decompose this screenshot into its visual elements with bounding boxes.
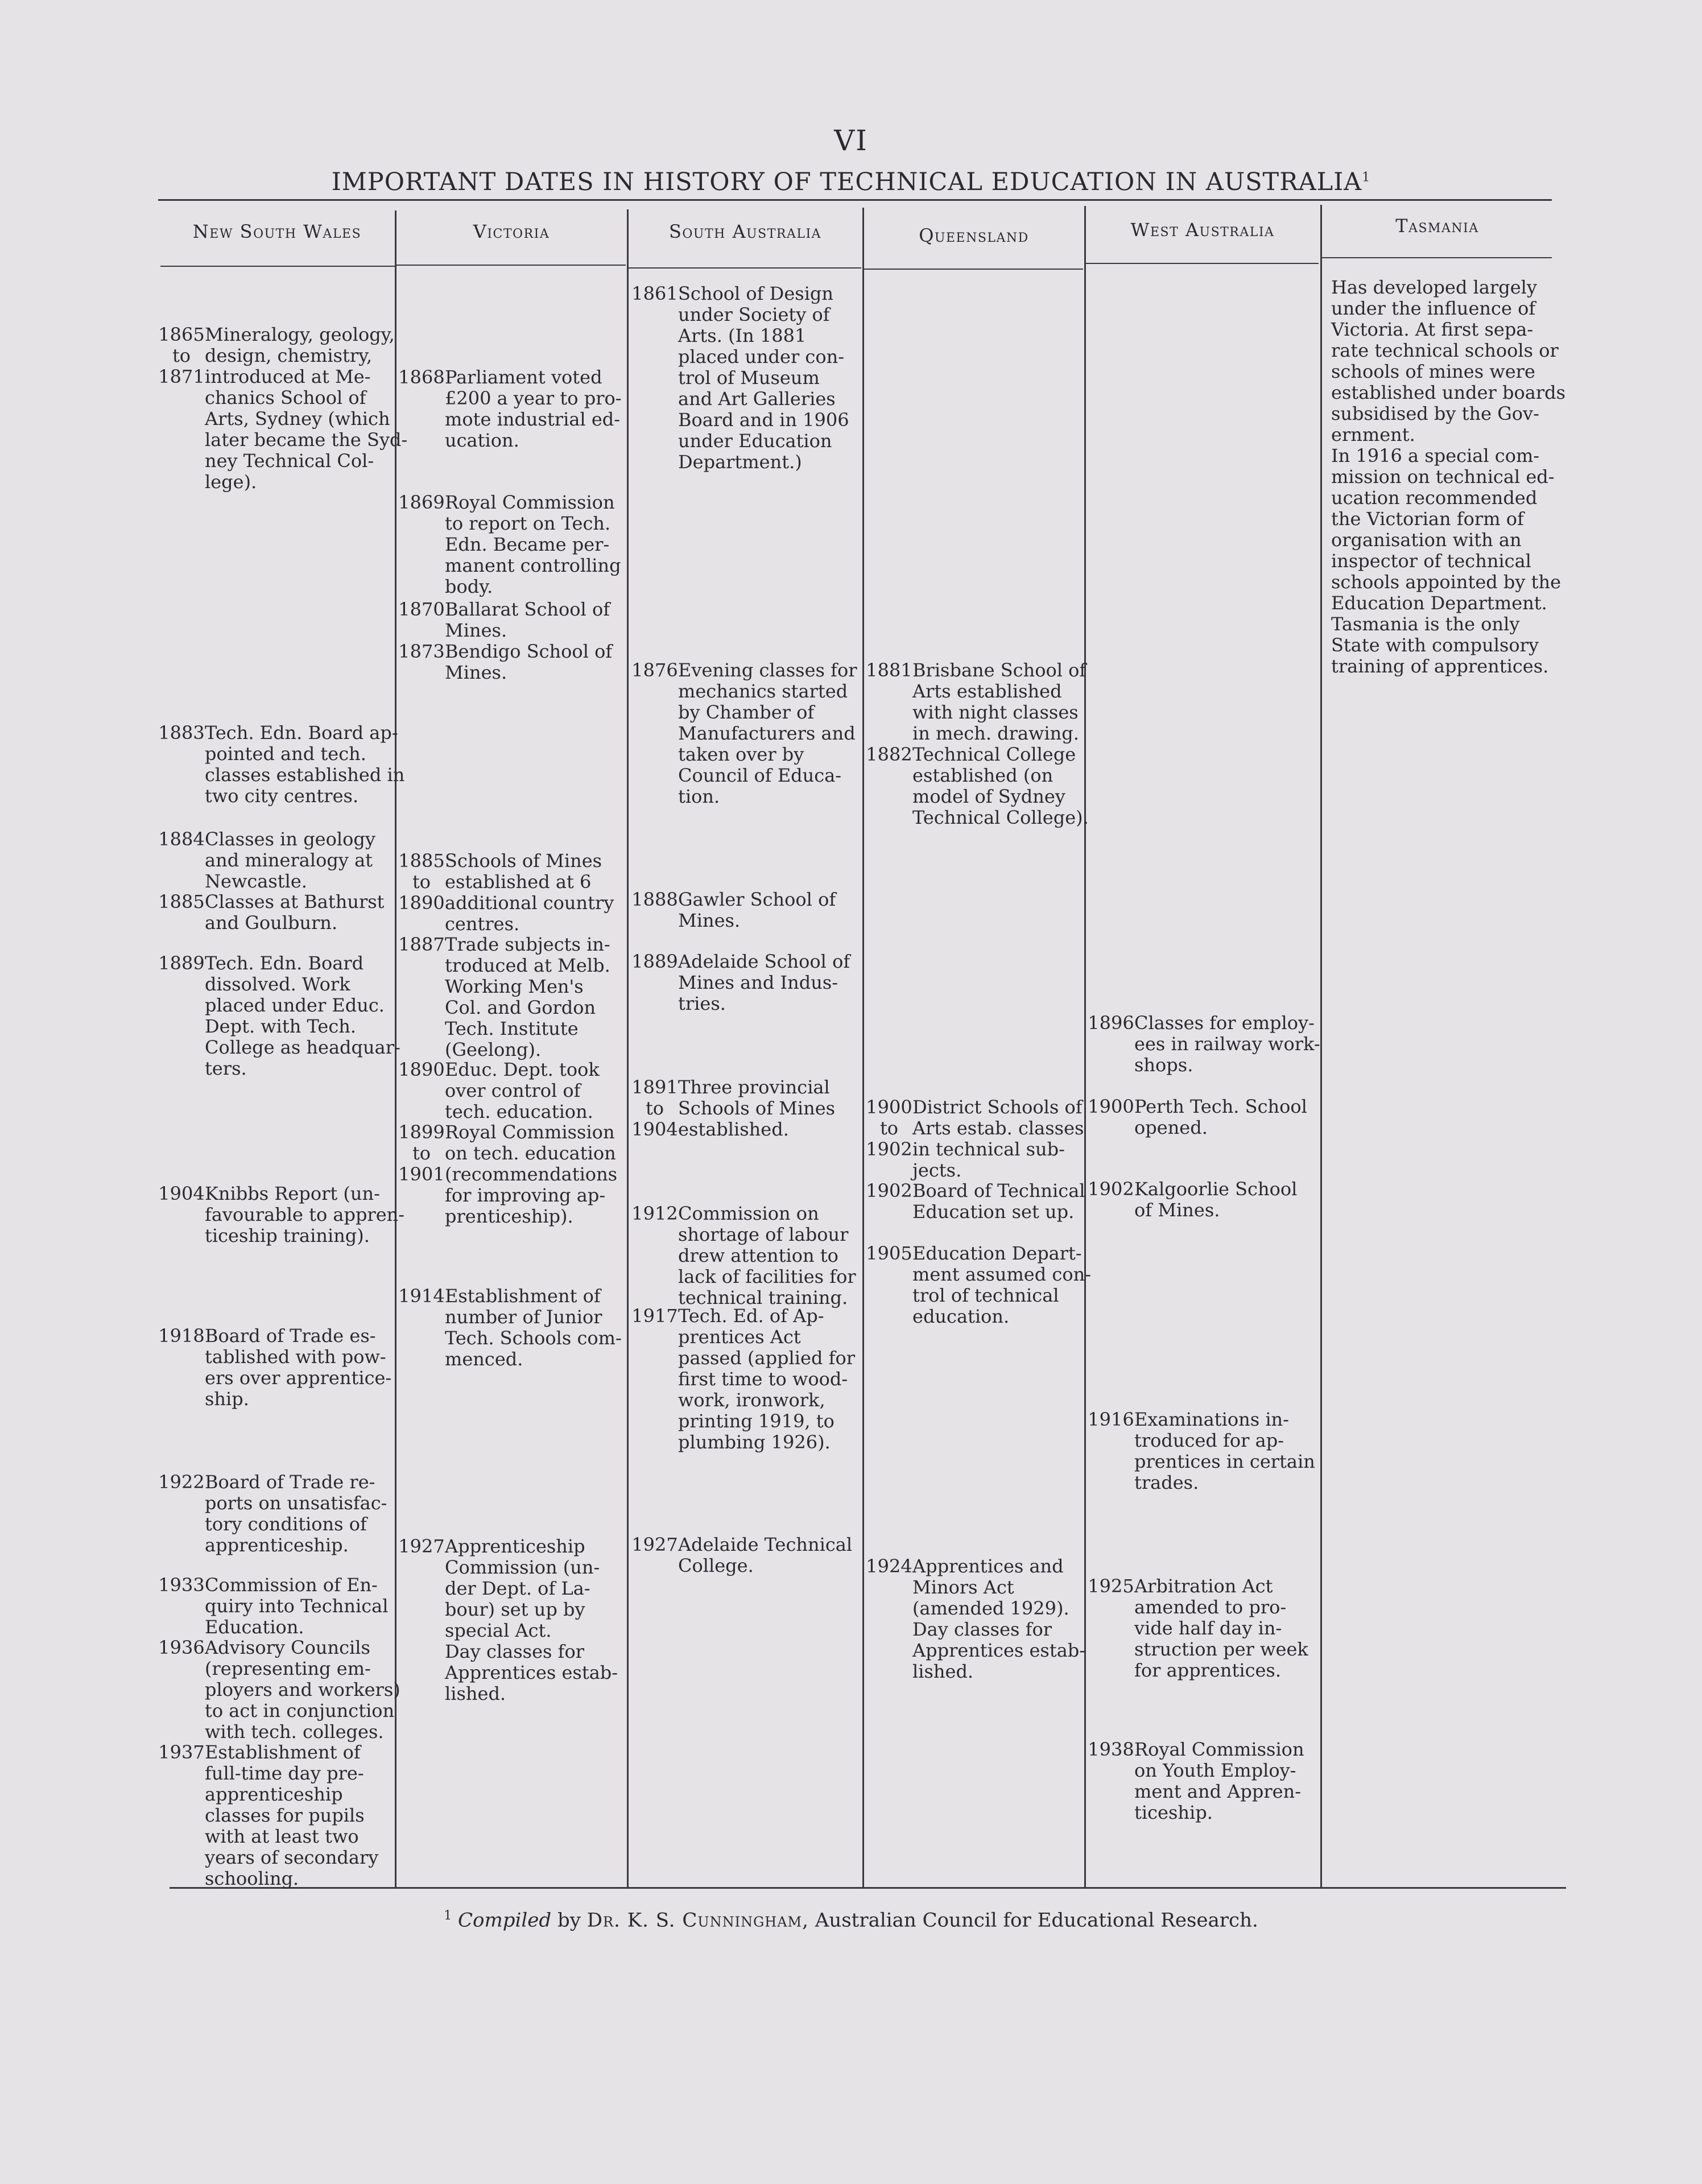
entry-year: 1914 xyxy=(398,1285,445,1307)
entry-year: 1922 xyxy=(158,1471,205,1493)
entry-text: School of Design under Society of Arts. (In 1881 placed under con- trol of Museum and Art Galleries Board and in 1906 under Education Department.) xyxy=(678,283,849,473)
column-divider-3 xyxy=(862,208,864,1889)
entry-text: Kalgoorlie School of Mines. xyxy=(1134,1178,1298,1221)
entry-text: Mineralogy, geology, design, chemistry, introduced at Me- chanics School of Arts, Sydney (which later became the Syd- ney Technical Col- lege). xyxy=(205,324,408,493)
sa-entry xyxy=(631,1534,852,1576)
entry-text: Apprentices and Minors Act (amended 1929). Day classes for Apprentices estab- lished. xyxy=(912,1555,1086,1682)
footnote-author: Dr. K. S. Cunningham, xyxy=(586,1909,809,1932)
entry-year: 1885 xyxy=(158,891,205,913)
entry-text: Parliament voted £200 a year to pro- mote industrial ed- ucation. xyxy=(445,366,622,451)
entry-text: Technical College established (on model of Sydney Technical College). xyxy=(912,744,1089,828)
entry-text: Trade subjects in- troduced at Melb. Working Men's Col. and Gordon Tech. Institute (Geelong). xyxy=(445,934,610,1060)
sa-entry xyxy=(631,1203,856,1308)
nsw-entry xyxy=(158,1575,388,1638)
page-title-text: IMPORTANT DATES IN HISTORY OF TECHNICAL EDUCATION IN AUSTRALIA xyxy=(331,168,1362,196)
entry-year: 1888 xyxy=(631,889,678,910)
column-divider-2 xyxy=(627,209,629,1889)
entry-text: District Schools of Arts estab. classes in technical sub- jects. xyxy=(912,1096,1084,1181)
entry-year: 1902 xyxy=(1088,1178,1134,1200)
heading-underline-qld xyxy=(864,269,1083,270)
qld-entry xyxy=(866,660,1086,744)
entry-year: 1900 xyxy=(1088,1096,1134,1117)
heading-tasmania: Tasmania xyxy=(1395,215,1479,237)
entry-year: 1870 xyxy=(398,598,445,620)
title-footnote-marker: 1 xyxy=(1362,170,1371,185)
entry-year: 1896 xyxy=(1088,1012,1134,1034)
sa-entry xyxy=(631,660,857,807)
nsw-entry xyxy=(158,829,375,892)
entry-text: Bendigo School of Mines. xyxy=(445,641,613,683)
entry-text: Tech. Ed. of Ap- prentices Act passed (applied for first time to wood- work, ironwork, printing 1919, to plumbing 1926). xyxy=(678,1305,855,1453)
heading-underline-tas xyxy=(1321,257,1552,258)
entry-text: Arbitration Act amended to pro- vide half day in- struction per week for apprentices. xyxy=(1134,1575,1308,1681)
tasmania-text: Has developed largely under the influence of Victoria. At first sepa- rate technical schools or schools of mines were established under boards subsidised by the Gov- ernment. In 1916 a special com- mission on technical ed- ucation recommended the Victorian form of organisation with an inspector of technical schools appointed by the Education Department. Tasmania is the only State with compulsory training of apprentices. xyxy=(1331,276,1566,677)
entry-text: Classes at Bathurst and Goulburn. xyxy=(205,891,385,934)
footnote-org: Australian Council for Educational Research. xyxy=(815,1909,1258,1932)
entry-text: Classes for employ- ees in railway work- shops. xyxy=(1134,1012,1320,1076)
entry-year: 1876 xyxy=(631,659,678,681)
entry-year: 1927 xyxy=(631,1534,678,1555)
qld-entry xyxy=(866,1243,1091,1327)
qld-entry xyxy=(866,1556,1085,1682)
footnote-by: by xyxy=(557,1909,581,1932)
entry-text: Evening classes for mechanics started by Chamber of Manufacturers and taken over by Council of Educa- tion. xyxy=(678,659,857,807)
heading-queensland: Queensland xyxy=(919,225,1029,246)
nsw-entry xyxy=(158,1742,378,1889)
sa-entry xyxy=(631,1077,835,1140)
nsw-entry xyxy=(158,1326,391,1410)
heading-underline-sa xyxy=(628,267,861,269)
entry-text: Educ. Dept. took over control of tech. education. xyxy=(445,1059,600,1122)
entry-year: 1900 to 1902 xyxy=(866,1096,912,1160)
top-rule xyxy=(158,199,1552,201)
entry-year: 1918 xyxy=(158,1325,205,1347)
heading-underline-vic xyxy=(396,265,626,266)
wa-entry xyxy=(1088,1179,1297,1221)
entry-year: 1904 xyxy=(158,1183,205,1204)
entry-text: Examinations in- troduced for ap- prentices in certain trades. xyxy=(1134,1409,1315,1493)
entry-year: 1884 xyxy=(158,828,205,850)
sa-entry xyxy=(631,1306,855,1453)
entry-year: 1869 xyxy=(398,492,445,513)
nsw-entry xyxy=(158,1637,400,1743)
qld-entry xyxy=(866,744,1089,828)
entry-text: Royal Commission on tech. education (recommendations for improving ap- prenticeship). xyxy=(445,1121,618,1227)
entry-text: Schools of Mines established at 6 additional country centres. xyxy=(445,850,614,935)
vic-entry xyxy=(398,851,614,935)
entry-year: 1912 xyxy=(631,1203,678,1224)
entry-year: 1891 to 1904 xyxy=(631,1076,678,1140)
nsw-entry xyxy=(158,1183,404,1246)
sa-entry xyxy=(631,951,850,1014)
vic-entry xyxy=(398,1059,600,1122)
nsw-entry xyxy=(158,891,385,934)
entry-year: 1868 xyxy=(398,366,445,388)
vic-entry xyxy=(398,1122,617,1227)
entry-text: Ballarat School of Mines. xyxy=(445,598,610,641)
entry-year: 1916 xyxy=(1088,1409,1134,1430)
wa-entry xyxy=(1088,1409,1315,1493)
entry-text: Board of Technical Education set up. xyxy=(912,1180,1085,1223)
entry-year: 1905 xyxy=(866,1242,912,1264)
entry-text: Commission on shortage of labour drew attention to lack of facilities for technical training. xyxy=(678,1203,856,1308)
sa-entry xyxy=(631,889,836,931)
entry-year: 1885 to 1890 xyxy=(398,850,445,914)
vic-entry xyxy=(398,1536,618,1704)
footnote xyxy=(0,1909,1702,1931)
entry-text: Brisbane School of Arts established with night classes in mech. drawing. xyxy=(912,659,1087,744)
qld-entry xyxy=(866,1097,1084,1181)
entry-text: Knibbs Report (un- favourable to appren- ticeship training). xyxy=(205,1183,405,1246)
entry-year: 1882 xyxy=(866,744,912,765)
entry-text: Advisory Councils (representing em- ployers and workers) to act in conjunction with tech. colleges. xyxy=(205,1637,400,1743)
vic-entry xyxy=(398,492,621,597)
heading-west-australia: West Australia xyxy=(1130,219,1275,241)
footnote-compiled: Compiled xyxy=(458,1909,552,1932)
entry-text: Board of Trade re- ports on unsatisfac- tory conditions of apprenticeship. xyxy=(205,1471,387,1556)
page-title xyxy=(0,168,1702,196)
entry-text: Board of Trade es- tablished with pow- ers over apprentice- ship. xyxy=(205,1325,392,1410)
entry-text: Gawler School of Mines. xyxy=(678,889,836,931)
entry-text: Royal Commission to report on Tech. Edn. Became per- manent controlling body. xyxy=(445,492,621,597)
entry-year: 1902 xyxy=(866,1180,912,1202)
entry-text: Establishment of number of Junior Tech. Schools com- menced. xyxy=(445,1285,622,1370)
entry-text: Royal Commission on Youth Employ- ment and Appren- ticeship. xyxy=(1134,1739,1304,1823)
entry-text: Three provincial Schools of Mines established. xyxy=(678,1076,836,1140)
entry-text: Classes in geology and mineralogy at Newcastle. xyxy=(205,828,375,892)
entry-text: Establishment of full-time day pre- apprenticeship classes for pupils with at least two years of secondary schooling. xyxy=(205,1741,379,1889)
entry-year: 1936 xyxy=(158,1637,205,1658)
entry-year: 1933 xyxy=(158,1574,205,1596)
entry-year: 1881 xyxy=(866,659,912,681)
nsw-entry xyxy=(158,953,400,1079)
wa-entry xyxy=(1088,1013,1320,1076)
bottom-rule xyxy=(170,1887,1566,1889)
wa-entry xyxy=(1088,1739,1304,1823)
entry-text: Tech. Edn. Board ap- pointed and tech. classes established in two city centres. xyxy=(205,722,405,807)
vic-entry xyxy=(398,934,610,1060)
entry-text: Apprenticeship Commission (un- der Dept. of La- bour) set up by special Act. Day classes for Apprentices estab- lished. xyxy=(445,1535,618,1704)
nsw-entry xyxy=(158,723,404,807)
sa-entry xyxy=(631,283,849,473)
entry-year: 1889 xyxy=(158,952,205,974)
wa-entry xyxy=(1088,1096,1307,1138)
entry-text: Commission of En- quiry into Technical Education. xyxy=(205,1574,389,1638)
entry-text: Adelaide Technical College. xyxy=(678,1534,853,1576)
column-divider-5 xyxy=(1320,205,1322,1889)
entry-year: 1927 xyxy=(398,1535,445,1557)
vic-entry xyxy=(398,1286,622,1370)
footnote-marker: 1 xyxy=(444,1909,452,1923)
entry-text: Adelaide School of Mines and Indus- tries. xyxy=(678,951,850,1014)
qld-entry xyxy=(866,1180,1085,1223)
wa-entry xyxy=(1088,1576,1308,1681)
heading-underline-wa xyxy=(1085,263,1319,264)
entry-text: Perth Tech. School opened. xyxy=(1134,1096,1307,1138)
vic-entry xyxy=(398,599,610,641)
vic-entry xyxy=(398,641,612,683)
entry-year: 1883 xyxy=(158,722,205,744)
entry-year: 1917 xyxy=(631,1305,678,1327)
entry-text: Education Depart- ment assumed con- trol of technical education. xyxy=(912,1242,1091,1327)
entry-text: Tech. Edn. Board dissolved. Work placed under Educ. Dept. with Tech. College as headquar- ters. xyxy=(205,952,400,1079)
entry-year: 1938 xyxy=(1088,1739,1134,1760)
nsw-entry xyxy=(158,1472,387,1556)
vic-entry xyxy=(398,367,622,451)
entry-year: 1861 xyxy=(631,283,678,304)
entry-year: 1890 xyxy=(398,1059,445,1080)
page-number: VI xyxy=(834,124,868,157)
entry-year: 1865 to 1871 xyxy=(158,324,205,387)
entry-year: 1937 xyxy=(158,1741,205,1763)
entry-year: 1873 xyxy=(398,641,445,662)
nsw-entry xyxy=(158,324,407,493)
entry-year: 1925 xyxy=(1088,1575,1134,1597)
heading-new-south-wales: New South Wales xyxy=(192,221,362,242)
entry-year: 1887 xyxy=(398,934,445,955)
heading-south-australia: South Australia xyxy=(668,221,822,242)
entry-year: 1924 xyxy=(866,1555,912,1577)
heading-underline-nsw xyxy=(160,266,395,267)
entry-year: 1889 xyxy=(631,951,678,972)
heading-victoria: Victoria xyxy=(473,221,550,242)
entry-year: 1899 to 1901 xyxy=(398,1121,445,1185)
